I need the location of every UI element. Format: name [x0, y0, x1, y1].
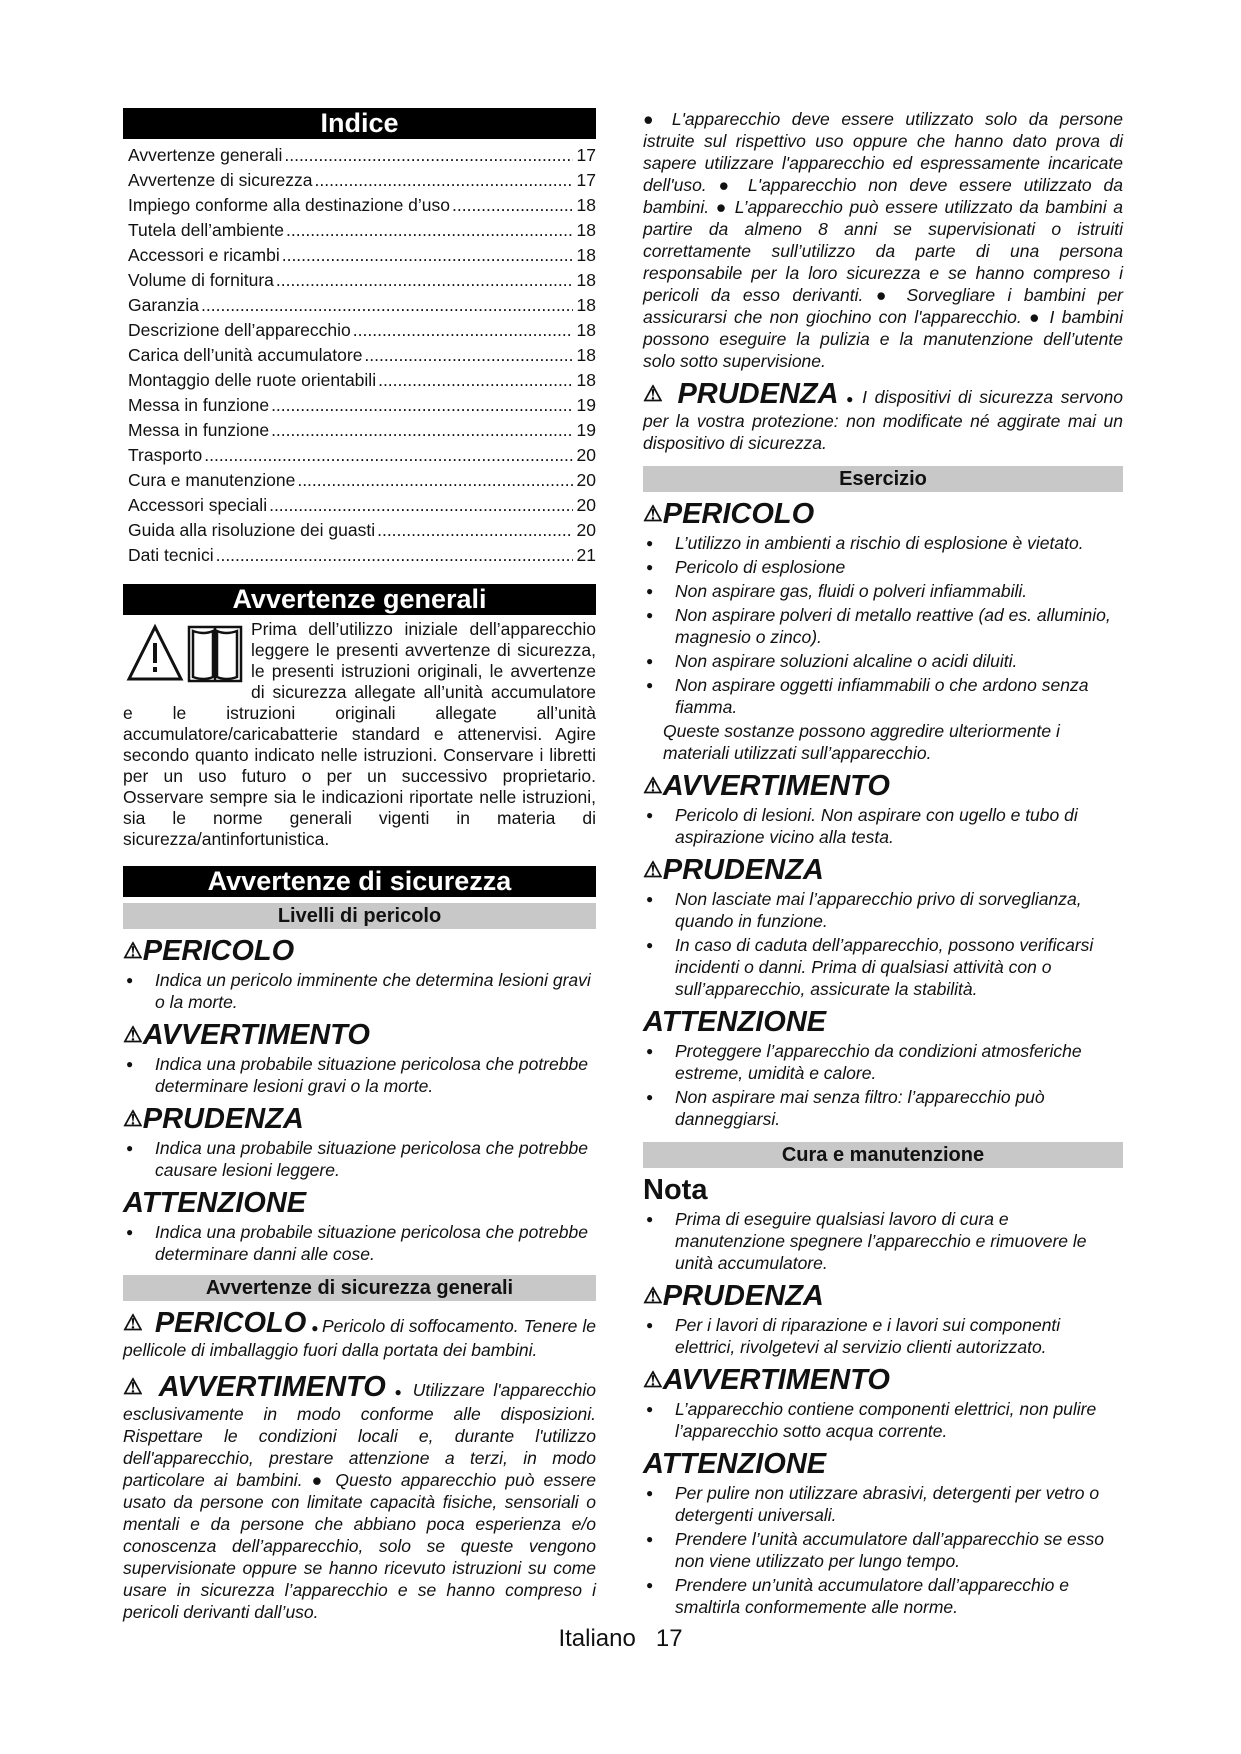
caution-text: I dispositivi di sicurezza servono per la vostra protezione: non modificate né aggirate mai un dispositivo di sicurezza.	[643, 387, 1123, 453]
maintenance-note-list	[643, 1208, 1123, 1274]
list-item: ● Indica una probabile situazione pericolosa che potrebbe determinare danni alle cose.	[123, 1221, 596, 1265]
toc-entry	[128, 493, 596, 518]
toc-entry	[128, 543, 596, 568]
warning-paragraph	[123, 1371, 596, 1623]
list-item: ● Pericolo di lesioni. Non aspirare con ugello e tubo di aspirazione vicino alla testa.	[643, 804, 1123, 848]
toc-entry	[128, 343, 596, 368]
toc-entry-label: Accessori speciali	[128, 495, 268, 515]
operation-danger-list	[643, 532, 1123, 718]
caution-lead	[643, 378, 839, 410]
general-notice	[123, 619, 596, 850]
list-item: ● Non aspirare oggetti infiammabili o che ardono senza fiamma.	[643, 674, 1123, 718]
operation-title: Esercizio	[643, 466, 1123, 492]
list-item: ● Indica una probabile situazione pericolosa che potrebbe determinare lesioni gravi o la morte.	[123, 1053, 596, 1097]
warning-triangle-icon: ⚠	[123, 938, 143, 963]
caution-paragraph	[643, 378, 1123, 454]
manual-book-icon	[189, 627, 241, 681]
page-number: 17	[655, 1625, 683, 1652]
toc-leader	[378, 368, 572, 393]
toc-leader	[271, 393, 572, 418]
operation-caution-heading	[643, 854, 1123, 886]
signal-word: ATTENZIONE	[123, 1187, 307, 1219]
toc-entry-page: 18	[576, 370, 596, 390]
toc-entry	[128, 268, 596, 293]
list-item: ● Per pulire non utilizzare abrasivi, detergenti per vetro o detergenti universali.	[643, 1482, 1123, 1526]
list-item: ● Per i lavori di riparazione e i lavori sui componenti elettrici, rivolgetevi al servizio clienti autorizzato.	[643, 1314, 1123, 1358]
toc-leader	[286, 218, 573, 243]
operation-danger-note: Queste sostanze possono aggredire ulteriormente i materiali utilizzati sull’apparecchio.	[663, 721, 1060, 763]
toc-entry-page: 18	[576, 270, 596, 290]
toc-leader	[377, 518, 572, 543]
toc-entry	[128, 418, 596, 443]
list-item: ● Non aspirare mai senza filtro: l’apparecchio può danneggiarsi.	[643, 1086, 1123, 1130]
toc-entry	[128, 218, 596, 243]
toc-entry-label: Garanzia	[128, 295, 200, 315]
table-of-contents	[123, 143, 596, 568]
toc-entry	[128, 293, 596, 318]
toc-entry-page: 18	[576, 220, 596, 240]
danger-lead	[123, 1307, 306, 1339]
warning-triangle-icon: ⚠	[643, 381, 666, 406]
level-heading	[123, 1103, 596, 1135]
warning-triangle-icon: ⚠	[123, 1106, 143, 1131]
operation-warning-list	[643, 804, 1123, 848]
maintenance-title: Cura e manutenzione	[643, 1142, 1123, 1168]
toc-entry-page: 20	[576, 495, 596, 515]
toc-leader	[353, 318, 573, 343]
general-safety-title: Avvertenze di sicurezza generali	[123, 1275, 596, 1301]
toc-entry-page: 18	[576, 320, 596, 340]
safety-title: Avvertenze di sicurezza	[123, 866, 596, 897]
toc-entry	[128, 393, 596, 418]
level-description	[123, 1221, 596, 1265]
footer-language: Italiano	[558, 1625, 636, 1652]
toc-entry	[128, 168, 596, 193]
list-item: ● Prendere un’unità accumulatore dall’apparecchio e smaltirla conformemente alle norme.	[643, 1574, 1123, 1618]
toc-entry-page: 18	[576, 245, 596, 265]
toc-entry	[128, 318, 596, 343]
toc-leader	[276, 268, 573, 293]
general-text: Prima dell’utilizzo iniziale dell’apparecchio leggere le presenti avvertenze di sicurezza, le presenti istruzioni originali, le avvertenze di sicurezza allegate all’unità accumulatore e le istruzioni originali allegate all’unità accumulatore/caricabatterie standard e attenervisi. Agire secondo quanto indicato nelle istruzioni. Conservare i libretti per un uso futuro o per un successivo proprietario. Osservare sempre sia le indicazioni riportate nelle istruzioni, sia le norme generali vigenti in materia di sicurezza/antinfortunistica.	[123, 619, 596, 849]
toc-entry-label: Carica dell’unità accumulatore	[128, 345, 363, 365]
list-item: ● Non lasciate mai l’apparecchio privo di sorveglianza, quando in funzione.	[643, 888, 1123, 932]
toc-entry	[128, 193, 596, 218]
signal-word: PRUDENZA	[662, 1280, 824, 1312]
list-item: ● Pericolo di esplosione	[643, 556, 1123, 578]
page-footer	[0, 1624, 1241, 1654]
toc-entry-label: Accessori e ricambi	[128, 245, 280, 265]
list-item: ● Non aspirare polveri di metallo reattive (ad es. alluminio, magnesio o zinco).	[643, 604, 1123, 648]
toc-entry-label: Guida alla risoluzione dei guasti	[128, 520, 376, 540]
operation-warning-heading	[643, 770, 1123, 802]
toc-leader	[315, 168, 573, 193]
intro-paragraph: ● L'apparecchio deve essere utilizzato solo da persone istruite sul rispettivo uso oppure che hanno dato prova di sapere utilizzare l'apparecchio ed espressamente incaricate dell'uso. ● L'apparecchio non deve essere utilizzato da bambini. ● L’apparecchio può essere utilizzato da bambini a partire da almeno 8 anni se supervisionati o istruiti correttamente sull’utilizzo da parte di una persona responsabile per la loro sicurezza e se hanno compreso i pericoli da esso derivanti. ● Sorvegliare i bambini per assicurarsi che non giochino con l'apparecchio. ● I bambini possono eseguire la pulizia e la manutenzione dell’utente solo sotto supervisione.	[643, 109, 1123, 371]
toc-leader	[452, 193, 573, 218]
toc-entry-label: Messa in funzione	[128, 395, 270, 415]
toc-entry-label: Dati tecnici	[128, 545, 214, 565]
warning-and-manual-icons	[123, 619, 247, 687]
toc-leader	[204, 443, 572, 468]
danger-signal: PERICOLO	[154, 1307, 307, 1339]
toc-leader	[216, 543, 573, 568]
toc-entry-label: Volume di fornitura	[128, 270, 274, 290]
toc-leader	[271, 418, 572, 443]
warning-triangle-icon: ⚠	[643, 857, 663, 882]
toc-entry	[128, 443, 596, 468]
list-item: ● Non aspirare gas, fluidi o polveri infiammabili.	[643, 580, 1123, 602]
toc-entry-label: Tutela dell’ambiente	[128, 220, 284, 240]
toc-entry	[128, 468, 596, 493]
signal-word: PERICOLO	[142, 935, 295, 967]
level-heading	[123, 1019, 596, 1051]
signal-word: PRUDENZA	[142, 1103, 304, 1135]
list-item: ● Indica un pericolo imminente che determina lesioni gravi o la morte.	[123, 969, 596, 1013]
list-item: ● L’apparecchio contiene componenti elettrici, non pulire l’apparecchio sotto acqua corrente.	[643, 1398, 1123, 1442]
toc-entry-page: 19	[576, 420, 596, 440]
toc-title: Indice	[123, 108, 596, 139]
danger-levels	[123, 935, 596, 1265]
warning-triangle-icon: ⚠	[643, 501, 663, 526]
toc-entry-page: 18	[576, 295, 596, 315]
toc-leader	[297, 468, 572, 493]
warning-triangle-icon: ⚠	[643, 773, 663, 798]
warning-text: Utilizzare l'apparecchio esclusivamente in modo conforme alle disposizioni. Rispettare le condizioni locali e, durante l'utilizzo dell'apparecchio, prestare attenzione a terzi, in modo particolare ai bambini. ● Questo apparecchio può essere usato da persone con limitate capacità fisiche, sensoriali o mentali e da persone che abbiano poca esperienza e/o conoscenza dell’apparecchio, solo se queste vengono supervisionate oppure se hanno ricevuto istruzioni su come usare in sicurezza l’apparecchio e se hanno compreso i pericoli derivanti dall’uso.	[123, 1380, 596, 1622]
danger-text: Pericolo di soffocamento. Tenere le pellicole di imballaggio fuori dalla portata dei bambini.	[123, 1316, 596, 1360]
list-item: ● In caso di caduta dell’apparecchio, possono verificarsi incidenti o danni. Prima di qualsiasi attività con o sull’apparecchio, assicurate la stabilità.	[643, 934, 1123, 1000]
toc-entry	[128, 518, 596, 543]
toc-entry-label: Messa in funzione	[128, 420, 270, 440]
maintenance-note-heading: Nota	[643, 1174, 708, 1206]
toc-entry-label: Cura e manutenzione	[128, 470, 296, 490]
toc-entry-label: Avvertenze generali	[128, 145, 283, 165]
toc-entry-page: 18	[576, 345, 596, 365]
warning-triangle-icon: ⚠	[123, 1374, 147, 1399]
warning-triangle-icon: ⚠	[643, 1283, 663, 1308]
list-item: ● Prendere l’unità accumulatore dall’apparecchio se esso non viene utilizzato per lungo tempo.	[643, 1528, 1123, 1572]
maintenance-warning-list	[643, 1398, 1123, 1442]
toc-entry-label: Impiego conforme alla destinazione d’uso	[128, 195, 450, 215]
level-description	[123, 969, 596, 1013]
toc-entry-page: 20	[576, 520, 596, 540]
bullet-icon: ●	[311, 1321, 322, 1335]
toc-entry-label: Descrizione dell’apparecchio	[128, 320, 351, 340]
maintenance-caution-list	[643, 1314, 1123, 1358]
maintenance-attention-list	[643, 1482, 1123, 1618]
warning-lead	[123, 1371, 386, 1403]
right-column	[643, 108, 1123, 1620]
toc-entry-page: 20	[576, 470, 596, 490]
list-item: ● Proteggere l’apparecchio da condizioni atmosferiche estreme, umidità e calore.	[643, 1040, 1123, 1084]
bullet-icon: ●	[394, 1385, 413, 1399]
warning-triangle-icon: ⚠	[643, 1367, 663, 1392]
signal-word: PRUDENZA	[662, 854, 824, 886]
toc-leader	[364, 343, 572, 368]
toc-leader	[284, 143, 572, 168]
toc-entry-label: Trasporto	[128, 445, 203, 465]
toc-entry-page: 17	[576, 145, 596, 165]
operation-caution-list	[643, 888, 1123, 1000]
levels-title: Livelli di pericolo	[123, 903, 596, 929]
list-item: ● Indica una probabile situazione pericolosa che potrebbe causare lesioni leggere.	[123, 1137, 596, 1181]
toc-entry-label: Montaggio delle ruote orientabili	[128, 370, 377, 390]
signal-word: PERICOLO	[662, 498, 815, 530]
toc-entry-page: 20	[576, 445, 596, 465]
maintenance-caution-heading	[643, 1280, 1123, 1312]
operation-danger-heading	[643, 498, 1123, 530]
level-description	[123, 1137, 596, 1181]
toc-entry-page: 19	[576, 395, 596, 415]
level-heading	[123, 935, 596, 967]
toc-entry	[128, 243, 596, 268]
toc-entry-page: 18	[576, 195, 596, 215]
notice-icons	[123, 619, 247, 687]
maintenance-attention-heading: ATTENZIONE	[643, 1448, 827, 1480]
bullet-icon: ●	[846, 392, 863, 406]
toc-leader	[269, 493, 572, 518]
level-description	[123, 1053, 596, 1097]
general-title: Avvertenze generali	[123, 584, 596, 615]
warning-triangle-icon: ⚠	[123, 1310, 143, 1335]
operation-attention-list	[643, 1040, 1123, 1130]
toc-entry-page: 17	[576, 170, 596, 190]
signal-word: AVVERTIMENTO	[662, 1364, 890, 1396]
list-item: ● Prima di eseguire qualsiasi lavoro di cura e manutenzione spegnere l’apparecchio e rimuovere le unità accumulatore.	[643, 1208, 1123, 1274]
warning-signal: AVVERTIMENTO	[158, 1371, 386, 1403]
caution-signal: PRUDENZA	[677, 378, 839, 410]
maintenance-warning-heading	[643, 1364, 1123, 1396]
toc-entry	[128, 143, 596, 168]
operation-attention-heading: ATTENZIONE	[643, 1006, 827, 1038]
toc-leader	[282, 243, 573, 268]
list-item: ● Non aspirare soluzioni alcaline o acidi diluiti.	[643, 650, 1123, 672]
signal-word: AVVERTIMENTO	[142, 1019, 370, 1051]
list-item: ● L’utilizzo in ambienti a rischio di esplosione è vietato.	[643, 532, 1123, 554]
signal-word: AVVERTIMENTO	[662, 770, 890, 802]
toc-entry	[128, 368, 596, 393]
toc-entry-label: Avvertenze di sicurezza	[128, 170, 313, 190]
toc-leader	[201, 293, 573, 318]
toc-entry-page: 21	[576, 545, 596, 565]
danger-paragraph	[123, 1307, 596, 1361]
level-heading	[123, 1187, 596, 1219]
warning-triangle-icon: ⚠	[123, 1022, 143, 1047]
left-column	[123, 108, 596, 1623]
